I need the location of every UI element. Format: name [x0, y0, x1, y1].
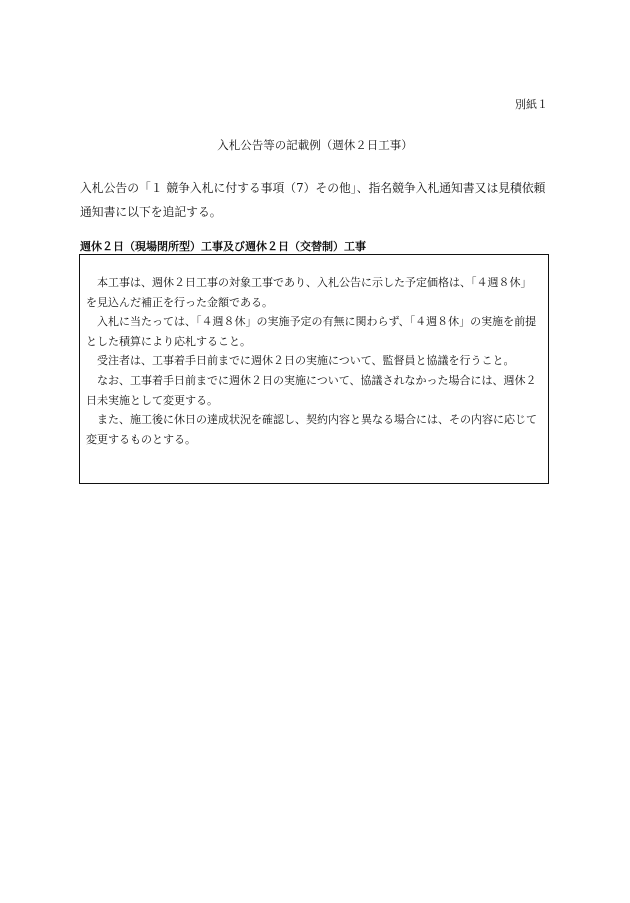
section-heading: 週休２日（現場閉所型）工事及び週休２日（交替制）工事: [80, 240, 366, 253]
notice-paragraph-2: 入札に当たっては、「４週８休」の実施予定の有無に関わらず、「４週８休」の実施を前提とした積算により応札すること。: [86, 315, 537, 348]
notice-paragraph-1: 本工事は、週休２日工事の対象工事であり、入札公告に示した予定価格は、「４週８休」を見込んだ補正を行った金額である。: [86, 276, 532, 309]
attachment-label: 別紙１: [515, 98, 548, 111]
notice-paragraph-3: 受注者は、工事着手日前までに週休２日の実施について、監督員と協議を行うこと。: [97, 354, 515, 368]
intro-paragraph: 入札公告の「１ 競争入札に付する事項（7）その他」、指名競争入札通知書又は見積依頼通知書に以下を追記する。: [80, 181, 546, 219]
notice-paragraph-5: また、施工後に休日の達成状況を確認し、契約内容と異なる場合には、その内容に応じて変更するものとする。: [86, 413, 537, 446]
notice-paragraph-4: なお、工事着手日前までに週休２日の実施について、協議されなかった場合には、週休２日未実施として変更する。: [86, 373, 537, 407]
notice-box: [79, 254, 549, 484]
document-title: 入札公告等の記載例（週休２日工事）: [217, 138, 413, 152]
